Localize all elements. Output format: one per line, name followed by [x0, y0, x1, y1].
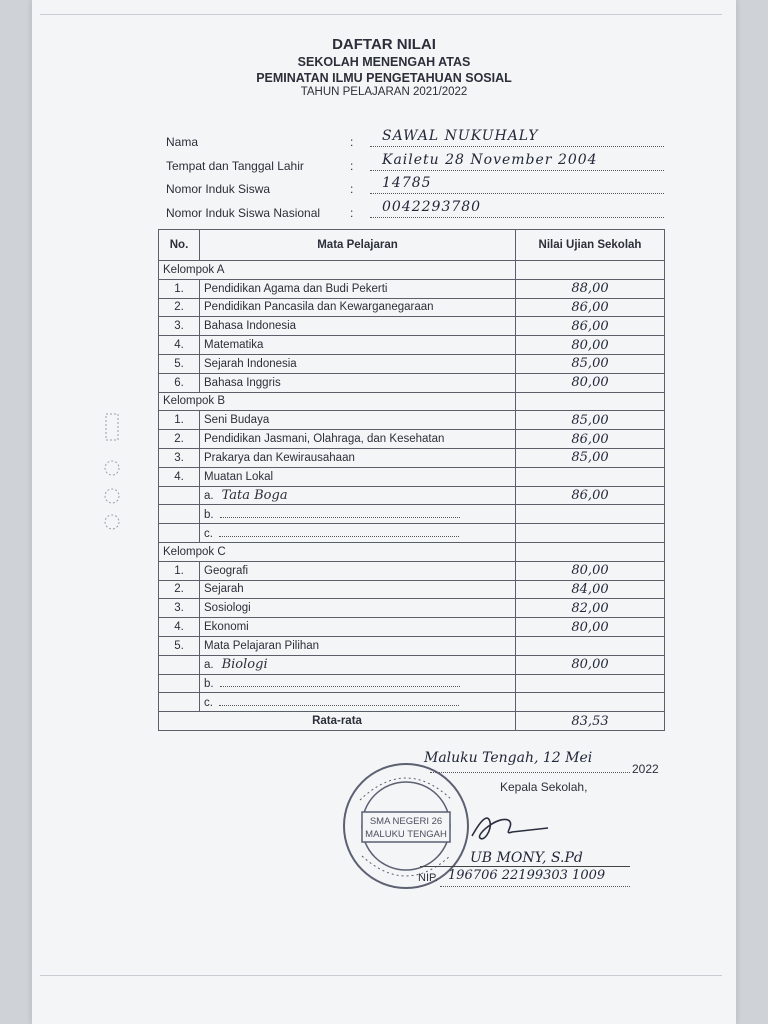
academic-year: TAHUN PELAJARAN 2021/2022 [300, 86, 468, 98]
subrow-subject [200, 674, 516, 693]
place-date: Maluku Tengah, 12 Mei [424, 750, 593, 766]
row-score [516, 636, 665, 655]
table-row [159, 467, 665, 486]
table-header-row [159, 230, 665, 261]
group-row [159, 261, 665, 280]
student-nisn: 0042293780 [382, 199, 482, 215]
table-row [159, 618, 665, 637]
group-c-label: Kelompok C [159, 542, 516, 561]
subrow-letter: a. [204, 659, 214, 672]
subrow-letter: a. [204, 489, 214, 502]
table-subrow [159, 655, 665, 674]
table-subrow [159, 693, 665, 712]
name-colon: : [350, 135, 354, 149]
row-score [516, 467, 665, 486]
subrow-letter: b. [204, 678, 214, 691]
group-b-rows [159, 411, 665, 543]
row-score: 80,00 [516, 336, 665, 355]
row-score: 86,00 [516, 317, 665, 336]
subrow-dots [219, 526, 459, 537]
birth-label: Tempat dan Tanggal Lahir [166, 159, 304, 173]
subrow-letter: c. [204, 528, 213, 541]
group-a-label: Kelompok A [159, 261, 516, 280]
grades-table [158, 229, 665, 731]
subrow-handwritten: Tata Boga [221, 487, 288, 503]
nip-value: 196706 22199303 1009 [448, 868, 606, 883]
row-number: 2. [159, 580, 200, 599]
nisn-line [370, 217, 664, 218]
table-row [159, 636, 665, 655]
subrow-spacer [159, 505, 200, 524]
signature-icon [468, 808, 550, 848]
group-b-label: Kelompok B [159, 392, 516, 411]
row-number: 2. [159, 298, 200, 317]
margin-stamp-icon [98, 410, 128, 540]
subrow-score: 86,00 [516, 486, 665, 505]
name-line [370, 146, 664, 147]
group-c-score [516, 542, 665, 561]
document-title: DAFTAR NILAI [332, 36, 436, 53]
row-number: 3. [159, 599, 200, 618]
subrow-letter: b. [204, 509, 214, 522]
subrow-score [516, 693, 665, 712]
table-row [159, 317, 665, 336]
nisn-colon: : [350, 206, 354, 220]
nip-label: NIP. [418, 872, 438, 884]
nis-label: Nomor Induk Siswa [166, 182, 271, 196]
average-row [159, 712, 665, 731]
average-value: 83,53 [516, 712, 665, 731]
row-subject: Muatan Lokal [200, 467, 516, 486]
table-row [159, 298, 665, 317]
nip-line [440, 886, 630, 887]
row-number: 6. [159, 373, 200, 392]
student-name: SAWAL NUKUHALY [382, 128, 539, 144]
table-subrow [159, 524, 665, 543]
row-score: 80,00 [516, 618, 665, 637]
row-score: 86,00 [516, 430, 665, 449]
table-row [159, 279, 665, 298]
col-subject-header: Mata Pelajaran [200, 230, 516, 261]
row-subject: Bahasa Indonesia [200, 317, 516, 336]
subrow-score [516, 524, 665, 543]
row-score: 85,00 [516, 448, 665, 467]
school-name: SEKOLAH MENENGAH ATAS [297, 55, 471, 69]
group-c-rows [159, 561, 665, 711]
row-subject: Prakarya dan Kewirausahaan [200, 448, 516, 467]
subrow-score [516, 674, 665, 693]
row-number: 5. [159, 636, 200, 655]
subrow-subject [200, 505, 516, 524]
row-score: 85,00 [516, 354, 665, 373]
subrow-dots [220, 507, 460, 518]
subrow-spacer [159, 486, 200, 505]
birth-line [370, 170, 664, 171]
row-number: 4. [159, 467, 200, 486]
row-subject: Geografi [200, 561, 516, 580]
row-number: 1. [159, 561, 200, 580]
row-score: 88,00 [516, 279, 665, 298]
row-subject: Pendidikan Pancasila dan Kewarganegaraan [200, 298, 516, 317]
row-score: 82,00 [516, 599, 665, 618]
row-number: 3. [159, 448, 200, 467]
row-score: 86,00 [516, 298, 665, 317]
row-subject: Seni Budaya [200, 411, 516, 430]
table-row [159, 580, 665, 599]
name-label: Nama [166, 135, 199, 149]
group-row [159, 392, 665, 411]
principal-title: Kepala Sekolah, [500, 780, 588, 794]
row-number: 5. [159, 354, 200, 373]
row-subject: Matematika [200, 336, 516, 355]
birth-colon: : [350, 159, 354, 173]
row-subject: Sejarah [200, 580, 516, 599]
row-subject: Ekonomi [200, 618, 516, 637]
subrow-subject [200, 655, 516, 674]
table-subrow [159, 486, 665, 505]
subrow-spacer [159, 693, 200, 712]
student-nis: 14785 [382, 175, 432, 191]
nis-colon: : [350, 182, 354, 196]
row-number: 1. [159, 279, 200, 298]
table-row [159, 354, 665, 373]
row-subject: Bahasa Inggris [200, 373, 516, 392]
stamp-line-2: MALUKU TENGAH [365, 829, 447, 840]
student-birth: Kailetu 28 November 2004 [382, 152, 598, 168]
subrow-score: 80,00 [516, 655, 665, 674]
subrow-spacer [159, 674, 200, 693]
table-row [159, 430, 665, 449]
subrow-score [516, 505, 665, 524]
table-subrow [159, 674, 665, 693]
row-score: 84,00 [516, 580, 665, 599]
row-score: 80,00 [516, 561, 665, 580]
table-row [159, 411, 665, 430]
row-number: 4. [159, 336, 200, 355]
row-number: 1. [159, 411, 200, 430]
col-no-header: No. [159, 230, 200, 261]
subrow-subject [200, 524, 516, 543]
subrow-letter: c. [204, 697, 213, 710]
average-label: Rata-rata [159, 712, 516, 731]
group-a-rows [159, 279, 665, 392]
table-subrow [159, 505, 665, 524]
name-underline [420, 866, 630, 867]
subrow-subject [200, 693, 516, 712]
principal-name: UB MONY, S.Pd [470, 850, 583, 866]
row-number: 3. [159, 317, 200, 336]
row-number: 4. [159, 618, 200, 637]
subrow-spacer [159, 655, 200, 674]
col-score-header: Nilai Ujian Sekolah [516, 230, 665, 261]
row-score: 80,00 [516, 373, 665, 392]
table-row [159, 336, 665, 355]
nisn-label: Nomor Induk Siswa Nasional [166, 206, 321, 220]
table-row [159, 599, 665, 618]
program-name: PEMINATAN ILMU PENGETAHUAN SOSIAL [256, 71, 512, 85]
table-row [159, 373, 665, 392]
row-number: 2. [159, 430, 200, 449]
group-b-score [516, 392, 665, 411]
subrow-dots [220, 676, 460, 687]
stamp-line-1: SMA NEGERI 26 [369, 816, 443, 827]
table-row [159, 561, 665, 580]
subrow-handwritten: Biologi [221, 657, 268, 673]
row-subject: Pendidikan Jasmani, Olahraga, dan Kesehatan [200, 430, 516, 449]
row-subject: Pendidikan Agama dan Budi Pekerti [200, 279, 516, 298]
group-a-score [516, 261, 665, 280]
row-subject: Mata Pelajaran Pilihan [200, 636, 516, 655]
row-subject: Sejarah Indonesia [200, 354, 516, 373]
group-row [159, 542, 665, 561]
subrow-spacer [159, 524, 200, 543]
subrow-dots [219, 695, 459, 706]
row-subject: Sosiologi [200, 599, 516, 618]
table-row [159, 448, 665, 467]
sign-year: 2022 [632, 762, 659, 776]
subrow-subject [200, 486, 516, 505]
row-score: 85,00 [516, 411, 665, 430]
nis-line [370, 193, 664, 194]
